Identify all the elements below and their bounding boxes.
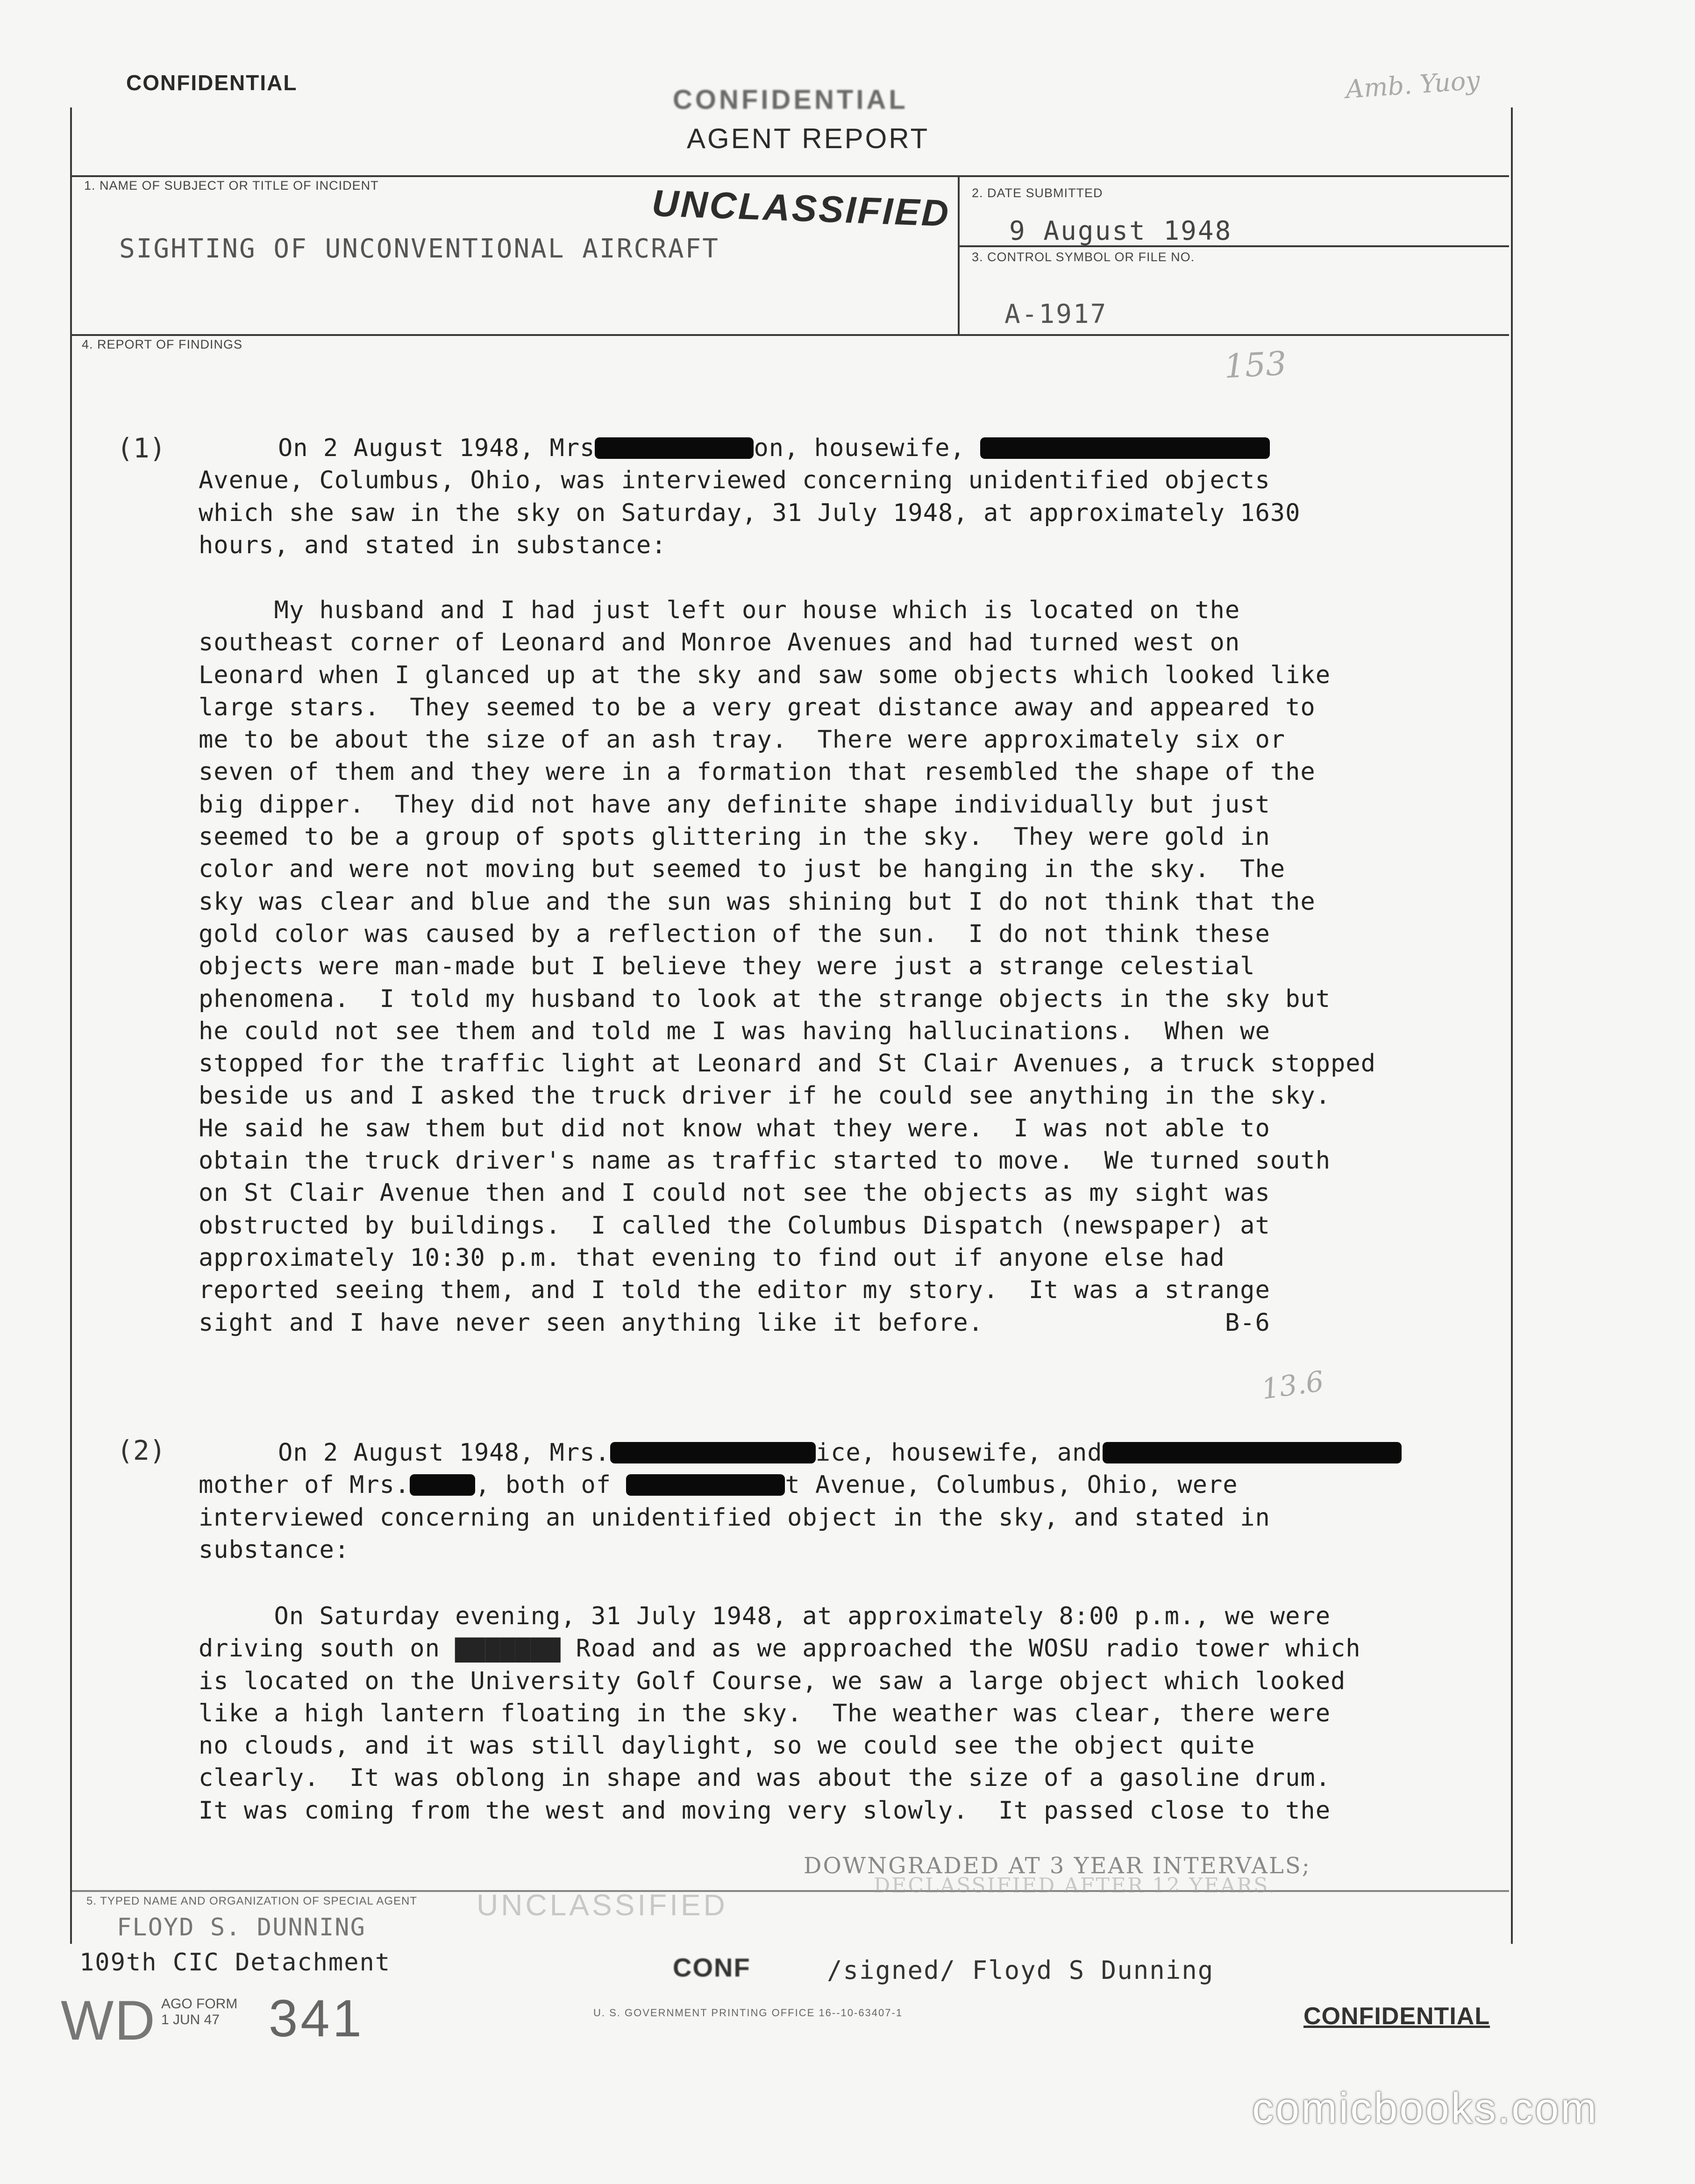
text-line: no clouds, and it was still daylight, so we could see the object quite [199,1732,1255,1760]
text-line [199,1534,1402,1566]
text-line [199,1469,1402,1501]
text-line: He said he saw them but did not know what they were. I was not able to [199,1114,1270,1142]
text-fragment: hours, and stated in substance: [199,531,667,559]
text-line: obtain the truck driver's name as traffic started to move. We turned south [199,1147,1331,1175]
text-fragment: t Avenue, Columbus, Ohio, were [785,1471,1238,1499]
file-number: A-1917 [1004,299,1108,329]
text-line: beside us and I asked the truck driver if he could see anything in the sky. [199,1082,1331,1110]
pencil-margin-note: 13.6 [1259,1365,1326,1406]
agent-signature: /signed/ Floyd S Dunning [827,1956,1214,1985]
date-submitted: 9 August 1948 [1009,216,1232,246]
text-line: seven of them and they were in a formation that resembled the shape of the [199,758,1316,786]
paragraph-1-statement [199,594,1376,1339]
form-prefix: WD [61,1989,156,2052]
form-number: 341 [269,1989,364,2048]
unclassified-stamp-bottom: UNCLASSIFIED [477,1888,728,1922]
paragraph-2-statement [199,1600,1361,1827]
text-fragment: On 2 August 1948, [278,1439,550,1467]
text-fragment: which she saw in the sky on Saturday, 31 July 1948, at approximately 1630 [199,499,1301,527]
confidential-stamp-header: CONFIDENTIAL [673,85,908,115]
text-line: Leonard when I glanced up at the sky and saw some objects which looked like [199,661,1331,689]
text-line: objects were man-made but I believe they were just a strange celestial [199,952,1255,981]
text-fragment: interviewed concerning an unidentified object in the sky, and stated in [199,1503,1270,1532]
gpo-imprint: U. S. GOVERNMENT PRINTING OFFICE 16--10-63407-1 [593,2007,903,2019]
text-fragment: On 2 August 1948, [278,434,550,462]
subject-title: SIGHTING OF UNCONVENTIONAL AIRCRAFT [119,234,720,264]
redaction-bar [595,437,754,459]
text-line: like a high lantern floating in the sky. The weather was clear, there were [199,1699,1331,1727]
redaction-bar [610,1442,816,1463]
confidential-stamp-signature: CONF [673,1953,751,1982]
file-label: 3. CONTROL SYMBOL OR FILE NO. [972,250,1195,264]
agent-unit: 109th CIC Detachment [79,1948,391,1977]
redaction-bar [980,437,1270,459]
text-fragment: Mrs [549,434,595,462]
date-label: 2. DATE SUBMITTED [972,186,1103,200]
footer-rule [70,1890,1509,1892]
text-line: It was coming from the west and moving very slowly. It passed close to the [199,1796,1331,1825]
subject-label: 1. NAME OF SUBJECT OR TITLE OF INCIDENT [84,178,379,193]
form-rule-mid [70,334,1509,336]
text-line: southeast corner of Leonard and Monroe Avenues and had turned west on [199,628,1240,657]
form-ago-label: AGO FORM [161,1996,238,2012]
typed-name-label: 5. TYPED NAME AND ORGANIZATION OF SPECIAL AGENT [86,1895,418,1907]
form-date: 1 JUN 47 [161,2012,220,2027]
text-line: approximately 10:30 p.m. that evening to find out if anyone else had [199,1243,1225,1272]
paragraph-number-1: (1) [117,432,166,464]
text-fragment: , both of [475,1471,627,1499]
text-line: sight and I have never seen anything like it before. B-6 [199,1308,1270,1337]
redaction-bar [1103,1442,1402,1463]
text-line: on St Clair Avenue then and I could not see the objects as my sight was [199,1179,1270,1207]
watermark: comicbooks.com [1252,2084,1599,2132]
pencil-note-top: Amb. Yuoy [1345,65,1481,104]
text-line [199,529,1300,562]
confidential-stamp-bottom: CONFIDENTIAL [1303,2003,1490,2030]
unclassified-stamp: UNCLASSIFIED [651,182,951,235]
form-divider [958,175,960,334]
form-title: AGENT REPORT [687,123,930,154]
text-fragment: mother of Mrs. [199,1471,410,1499]
text-line: clearly. It was oblong in shape and was about the size of a gasoline drum. [199,1764,1331,1792]
paragraph-number-2: (2) [117,1435,166,1466]
paragraph-1-intro [199,432,1300,562]
findings-label: 4. REPORT OF FINDINGS [82,337,243,351]
text-fragment: Mrs. [549,1439,610,1467]
agent-name: FLOYD S. DUNNING [117,1913,366,1941]
confidential-stamp-top: CONFIDENTIAL [126,71,298,95]
text-line: big dipper. They did not have any definite shape individually but just [199,790,1270,819]
text-line: he could not see them and told me I was having hallucinations. When we [199,1017,1270,1045]
text-line: is located on the University Golf Course, we saw a large object which looked [199,1667,1346,1695]
text-line: large stars. They seemed to be a very great distance away and appeared to [199,693,1316,721]
text-fragment: substance: [199,1535,350,1564]
redaction-bar [410,1474,475,1496]
text-line [199,497,1300,529]
downgraded-stamp: DOWNGRADED AT 3 YEAR INTERVALS; [804,1853,1311,1879]
text-line [199,1437,1402,1469]
text-line [199,1502,1402,1534]
text-line: gold color was caused by a reflection of the sun. I do not think these [199,920,1270,948]
paragraph-2-intro [199,1437,1402,1566]
text-line: seemed to be a group of spots glittering in the sky. They were gold in [199,823,1270,851]
text-line: reported seeing them, and I told the editor my story. It was a strange [199,1276,1270,1305]
text-line: color and were not moving but seemed to just be hanging in the sky. The [199,855,1286,884]
text-line [199,464,1300,497]
text-line: me to be about the size of an ash tray. There were approximately six or [199,726,1286,754]
pencil-file-note: 153 [1223,344,1288,386]
text-fragment: Avenue, Columbus, Ohio, was interviewed concerning unidentified objects [199,466,1270,495]
declassified-stamp: DECLASSIFIED AFTER 12 YEARS. [874,1874,1276,1898]
text-fragment: on, housewife, [754,434,981,462]
text-line: phenomena. I told my husband to look at the strange objects in the sky but [199,985,1331,1013]
text-line: driving south on ▇▇▇▇▇▇▇ Road and as we approached the WOSU radio tower which [199,1634,1361,1663]
text-line: sky was clear and blue and the sun was shining but I do not think that the [199,887,1316,916]
form-ago [161,1996,237,2028]
text-line: stopped for the traffic light at Leonard and St Clair Avenues, a truck stopped [199,1049,1376,1078]
text-line: obstructed by buildings. I called the Columbus Dispatch (newspaper) at [199,1211,1270,1240]
form-rule-top [70,175,1509,177]
text-line: My husband and I had just left our house which is located on the [199,596,1240,624]
text-line: On Saturday evening, 31 July 1948, at approximately 8:00 p.m., we were [199,1602,1331,1630]
text-line [199,432,1300,464]
text-fragment: ice, housewife, and [815,1439,1103,1467]
redaction-bar [626,1474,785,1496]
